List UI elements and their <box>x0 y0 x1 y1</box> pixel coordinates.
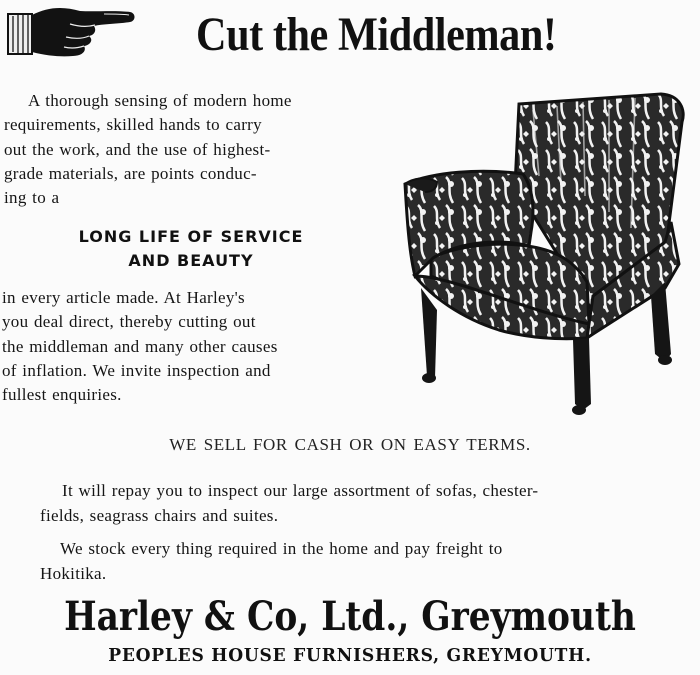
emphasis-heading <box>0 225 382 273</box>
assortment-line: It will repay you to inspect our large assortment of sofas, chester- <box>62 481 539 500</box>
body-line: the middleman and many other causes <box>2 336 278 356</box>
body-paragraph <box>2 286 278 407</box>
company-name: Harley & Co, Ltd., Greymouth <box>64 593 636 640</box>
stock-line: Hokitika. <box>40 564 107 583</box>
assortment-paragraph <box>40 478 538 528</box>
intro-paragraph <box>4 89 386 210</box>
headline: Cut the Middleman! <box>196 8 557 61</box>
intro-line: A thorough sensing of modern home <box>28 91 292 110</box>
terms-heading: WE SELL FOR CASH OR ON EASY TERMS. <box>169 435 531 454</box>
armchair-illustration <box>403 92 699 420</box>
emphasis-line: LONG LIFE OF SERVICE <box>78 227 304 246</box>
assortment-line: fields, seagrass chairs and suites. <box>40 506 279 525</box>
intro-line: requirements, skilled hands to carry <box>4 115 262 135</box>
emphasis-line: AND BEAUTY <box>128 251 254 270</box>
body-line: in every article made. At Harley's <box>2 288 245 307</box>
intro-line: grade materials, are points conduc- <box>4 163 257 183</box>
body-line: you deal direct, thereby cutting out <box>2 312 256 332</box>
intro-line: ing to a <box>4 188 60 208</box>
stock-line: We stock every thing required in the home and pay freight to <box>60 539 503 558</box>
company-tagline: PEOPLES HOUSE FURNISHERS, GREYMOUTH. <box>108 645 592 666</box>
pointing-hand-icon <box>6 2 138 64</box>
intro-line: out the work, and the use of highest- <box>4 139 271 159</box>
body-line: of inflation. We invite inspection and <box>2 360 271 380</box>
body-line: fullest enquiries. <box>2 385 122 405</box>
stock-paragraph <box>40 536 503 586</box>
